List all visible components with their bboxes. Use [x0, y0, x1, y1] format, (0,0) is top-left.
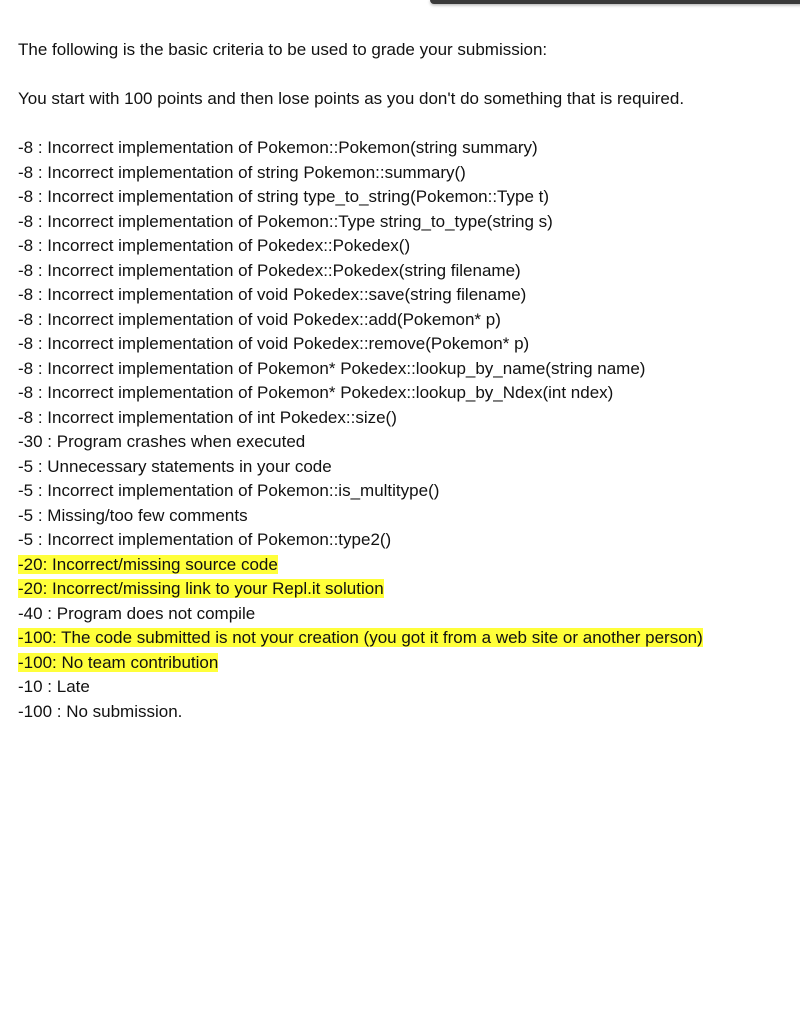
points-line: You start with 100 points and then lose points as you don't do something that is required.	[18, 89, 685, 108]
criteria-list	[18, 136, 766, 724]
criteria-item-highlighted: -100: The code submitted is not your creation (you got it from a web site or another person)	[18, 628, 703, 647]
criteria-item: -8 : Incorrect implementation of Pokemon* Pokedex::lookup_by_name(string name)	[18, 358, 646, 378]
criteria-item: -8 : Incorrect implementation of Pokedex::Pokedex(string filename)	[18, 260, 521, 280]
criteria-item: -10 : Late	[18, 677, 90, 696]
grading-criteria-document	[18, 38, 766, 724]
criteria-item: -5 : Incorrect implementation of Pokemon::type2()	[18, 530, 392, 549]
criteria-item: -8 : Incorrect implementation of void Pokedex::add(Pokemon* p)	[18, 309, 501, 329]
criteria-item: -8 : Incorrect implementation of int Pokedex::size()	[18, 407, 397, 427]
criteria-item: -8 : Incorrect implementation of Pokedex::Pokedex()	[18, 236, 411, 255]
criteria-item: -8 : Incorrect implementation of Pokemon* Pokedex::lookup_by_Ndex(int ndex)	[18, 383, 614, 402]
criteria-item: -30 : Program crashes when executed	[18, 432, 306, 451]
criteria-item: -8 : Incorrect implementation of string type_to_string(Pokemon::Type t)	[18, 187, 550, 206]
criteria-item: -100 : No submission.	[18, 701, 183, 721]
criteria-item: -8 : Incorrect implementation of string Pokemon::summary()	[18, 162, 466, 182]
criteria-item: -5 : Missing/too few comments	[18, 505, 248, 525]
criteria-item: -8 : Incorrect implementation of Pokemon::Pokemon(string summary)	[18, 138, 538, 157]
criteria-item: -5 : Unnecessary statements in your code	[18, 456, 332, 476]
criteria-item-highlighted: -20: Incorrect/missing source code	[18, 554, 278, 574]
window-top-edge	[430, 0, 800, 4]
criteria-item: -5 : Incorrect implementation of Pokemon::is_multitype()	[18, 481, 440, 500]
criteria-item-highlighted: -100: No team contribution	[18, 652, 219, 672]
criteria-item: -8 : Incorrect implementation of void Pokedex::remove(Pokemon* p)	[18, 334, 530, 353]
criteria-item: -8 : Incorrect implementation of void Pokedex::save(string filename)	[18, 285, 527, 304]
intro-line: The following is the basic criteria to be used to grade your submission:	[18, 40, 548, 59]
criteria-item: -8 : Incorrect implementation of Pokemon::Type string_to_type(string s)	[18, 211, 553, 231]
criteria-item-highlighted: -20: Incorrect/missing link to your Repl.it solution	[18, 579, 384, 598]
criteria-item: -40 : Program does not compile	[18, 603, 256, 623]
